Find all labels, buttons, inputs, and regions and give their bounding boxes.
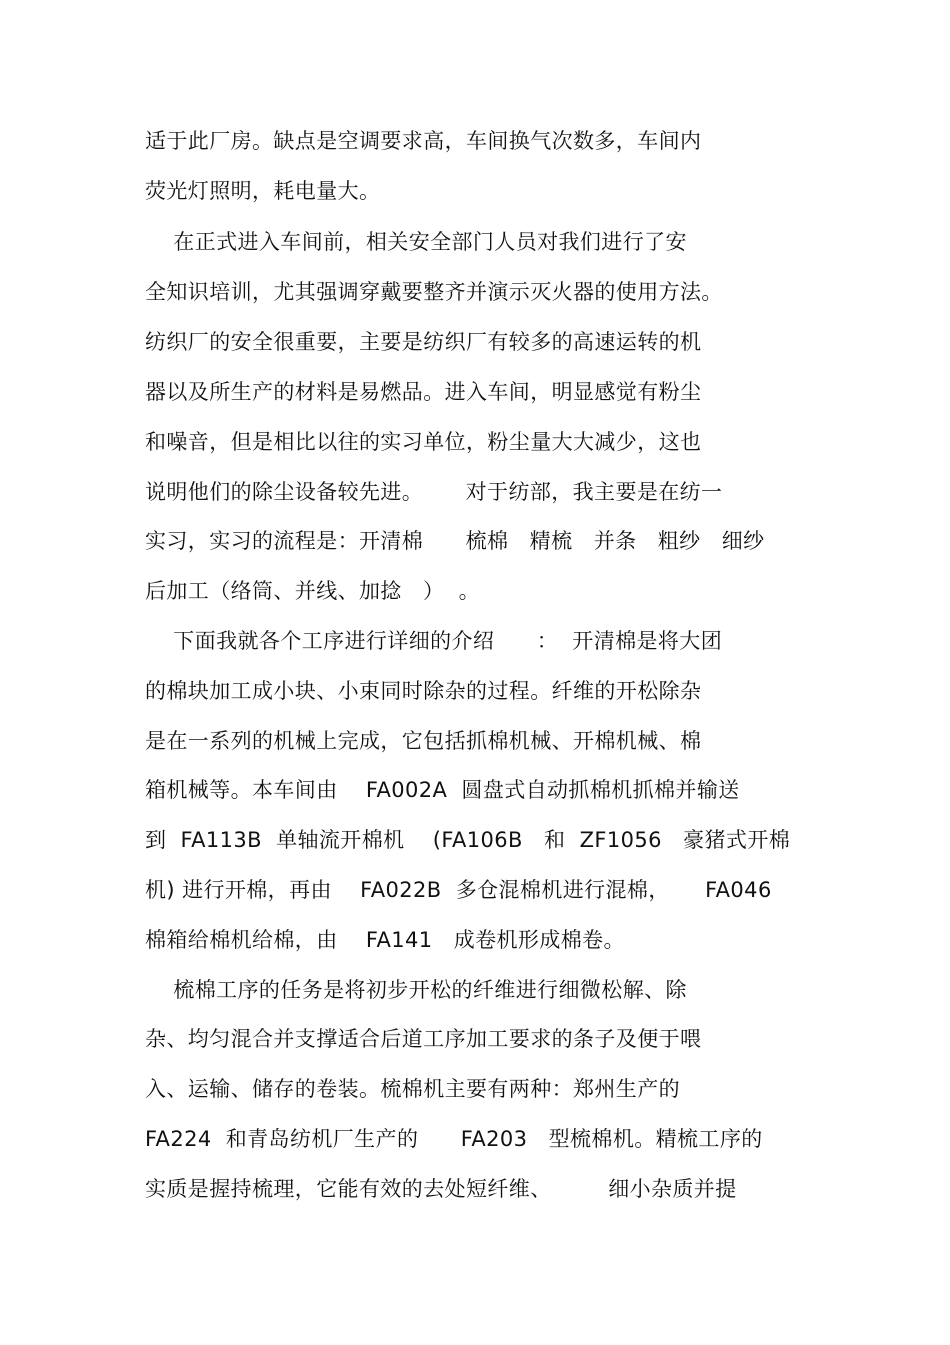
text-line: 是在一系列的机械上完成，它包括抓棉机械、开棉机械、棉 (145, 729, 702, 753)
text-line: 梳棉工序的任务是将初步开松的纤维进行细微松解、除 (145, 978, 687, 1002)
text-line: 荧光灯照明，耗电量大。 (145, 179, 381, 203)
text-line: 在正式进入车间前，相关安全部门人员对我们进行了安 (145, 230, 687, 254)
text-line: 纺织厂的安全很重要，主要是纺织厂有较多的高速运转的机 (145, 330, 702, 354)
text-line: 箱机械等。本车间由 FA002A 圆盘式自动抓棉机抓棉并输送 (145, 778, 740, 802)
text-line: 到 FA113B 单轴流开棉机 (FA106B 和 ZF1056 豪猪式开棉 (145, 828, 791, 852)
text-line: 实质是握持梳理，它能有效的去处短纤维、 细小杂质并提 (145, 1177, 737, 1201)
text-line: 机) 进行开棉，再由 FA022B 多仓混棉机进行混棉， FA046 (145, 878, 772, 902)
text-line: 器以及所生产的材料是易燃品。进入车间，明显感觉有粉尘 (145, 380, 702, 404)
text-line: 棉箱给棉机给棉，由 FA141 成卷机形成棉卷。 (145, 928, 625, 952)
text-line: 入、运输、储存的卷装。梳棉机主要有两种：郑州生产的 (145, 1077, 680, 1101)
text-line: 实习，实习的流程是：开清棉 梳棉 精梳 并条 粗纱 细纱 (145, 529, 765, 553)
text-line: 下面我就各个工序进行详细的介绍 ： 开清棉是将大团 (145, 629, 723, 653)
text-line: 全知识培训，尤其强调穿戴要整齐并演示灭火器的使用方法。 (145, 280, 723, 304)
text-line: 和噪音，但是相比以往的实习单位，粉尘量大大减少，这也 (145, 430, 702, 454)
text-line: 杂、均匀混合并支撑适合后道工序加工要求的条子及便于喂 (145, 1027, 702, 1051)
text-line: 说明他们的除尘设备较先进。 对于纺部，我主要是在纺一 (145, 480, 723, 504)
text-line: 后加工（络筒、并线、加捻 ） 。 (145, 579, 480, 603)
text-line: FA224 和青岛纺机厂生产的 FA203 型梳棉机。精梳工序的 (145, 1127, 763, 1151)
text-line: 适于此厂房。缺点是空调要求高，车间换气次数多，车间内 (145, 129, 702, 153)
text-line: 的棉块加工成小块、小束同时除杂的过程。纤维的开松除杂 (145, 679, 702, 703)
